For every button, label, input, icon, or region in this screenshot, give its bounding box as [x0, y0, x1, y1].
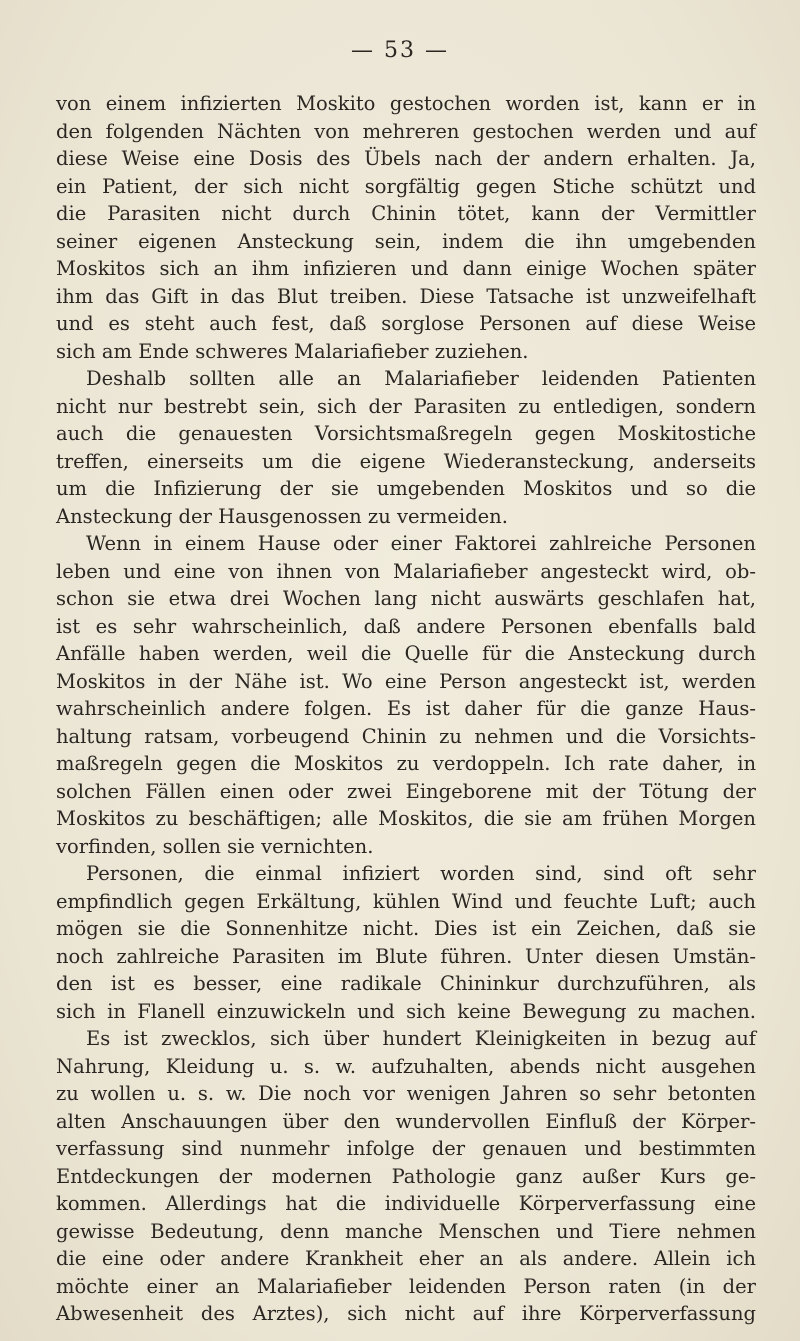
- text-line: und es steht auch fest, daß sorglose Personen auf diese Weise: [56, 312, 756, 335]
- text-line: Entdeckungen der modernen Pathologie ganz außer Kurs ge-: [56, 1164, 756, 1188]
- text-line: wahrscheinlich andere folgen. Es ist daher für die ganze Haus-: [56, 697, 756, 720]
- text-line: noch zahlreiche Parasiten im Blute führen. Unter diesen Umstän-: [56, 944, 756, 968]
- text-line: Ansteckung der Hausgenossen zu vermeiden.: [56, 504, 508, 528]
- text-line: Nahrung, Kleidung u. s. w. aufzuhalten, abends nicht ausgehen: [56, 1054, 756, 1078]
- text-line: maßregeln gegen die Moskitos zu verdoppeln. Ich rate daher, in: [56, 752, 756, 775]
- text-line: gewisse Bedeutung, denn manche Menschen und Tiere nehmen: [56, 1219, 756, 1243]
- text-line: Wenn in einem Hause oder einer Faktorei zahlreiche Personen: [86, 532, 756, 555]
- text-line: haltung ratsam, vorbeugend Chinin zu nehmen und die Vorsichts-: [56, 724, 756, 748]
- text-line: Anfälle haben werden, weil die Quelle für die Ansteckung durch: [56, 642, 756, 665]
- text-line: treffen, einerseits um die eigene Wiederansteckung, anderseits: [56, 449, 756, 473]
- text-line: den folgenden Nächten von mehreren gestochen werden und auf: [56, 119, 756, 143]
- text-line: möchte einer an Malariafieber leidenden Person raten (in der: [56, 1274, 756, 1298]
- text-line: nicht nur bestrebt sein, sich der Parasiten zu entledigen, sondern: [56, 394, 756, 418]
- text-line: solchen Fällen einen oder zwei Eingeborene mit der Tötung der: [56, 779, 756, 803]
- text-line: Abwesenheit des Arztes), sich nicht auf ihre Körperverfassung: [56, 1302, 756, 1325]
- text-line: kommen. Allerdings hat die individuelle Körperverfassung eine: [56, 1192, 756, 1215]
- text-line: Moskitos sich an ihm infizieren und dann einige Wochen später: [56, 257, 756, 280]
- text-line: Es ist zwecklos, sich über hundert Kleinigkeiten in bezug auf: [86, 1027, 756, 1050]
- text-line: alten Anschauungen über den wundervollen Einfluß der Körper-: [56, 1109, 756, 1133]
- text-line: Moskitos in der Nähe ist. Wo eine Person angesteckt ist, werden: [56, 669, 756, 693]
- text-line: Deshalb sollten alle an Malariafieber leidenden Patienten: [86, 367, 756, 390]
- text-line: um die Infizierung der sie umgebenden Moskitos und so die: [56, 477, 756, 500]
- text-line: sich am Ende schweres Malariafieber zuziehen.: [56, 339, 529, 363]
- text-line: den ist es besser, eine radikale Chininkur durchzuführen, als: [56, 972, 756, 995]
- text-line: vorfinden, sollen sie vernichten.: [56, 834, 374, 858]
- text-line: auch die genauesten Vorsichtsmaßregeln gegen Moskitostiche: [56, 422, 756, 445]
- page-number: — 53 —: [351, 38, 449, 63]
- text-line: die eine oder andere Krankheit eher an als andere. Allein ich: [56, 1247, 756, 1270]
- text-line: von einem infizierten Moskito gestochen worden ist, kann er in: [56, 92, 756, 115]
- text-line: ist es sehr wahrscheinlich, daß andere Personen ebenfalls bald: [56, 614, 756, 638]
- body-text: [56, 90, 756, 1328]
- text-line: leben und eine von ihnen von Malariafieber angesteckt wird, ob-: [56, 559, 756, 583]
- text-line: die Parasiten nicht durch Chinin tötet, kann der Vermittler: [56, 202, 756, 225]
- text-line: ihm das Gift in das Blut treiben. Diese Tatsache ist unzweifelhaft: [56, 284, 756, 308]
- text-line: Moskitos zu beschäftigen; alle Moskitos, die sie am frühen Morgen: [56, 807, 756, 830]
- text-line: zu wollen u. s. w. Die noch vor wenigen Jahren so sehr betonten: [56, 1082, 756, 1105]
- text-line: schon sie etwa drei Wochen lang nicht auswärts geschlafen hat,: [56, 587, 756, 610]
- text-line: seiner eigenen Ansteckung sein, indem die ihn umgebenden: [56, 229, 756, 253]
- text-line: Personen, die einmal infiziert worden sind, sind oft sehr: [86, 862, 756, 885]
- text-line: ein Patient, der sich nicht sorgfältig gegen Stiche schützt und: [56, 174, 756, 198]
- text-line: empfindlich gegen Erkältung, kühlen Wind und feuchte Luft; auch: [56, 889, 756, 913]
- text-line: verfassung sind nunmehr infolge der genauen und bestimmten: [56, 1137, 756, 1160]
- text-line: sich in Flanell einzuwickeln und sich keine Bewegung zu machen.: [56, 999, 756, 1023]
- text-line: diese Weise eine Dosis des Übels nach der andern erhalten. Ja,: [56, 147, 756, 170]
- text-line: mögen sie die Sonnenhitze nicht. Dies ist ein Zeichen, daß sie: [56, 917, 756, 940]
